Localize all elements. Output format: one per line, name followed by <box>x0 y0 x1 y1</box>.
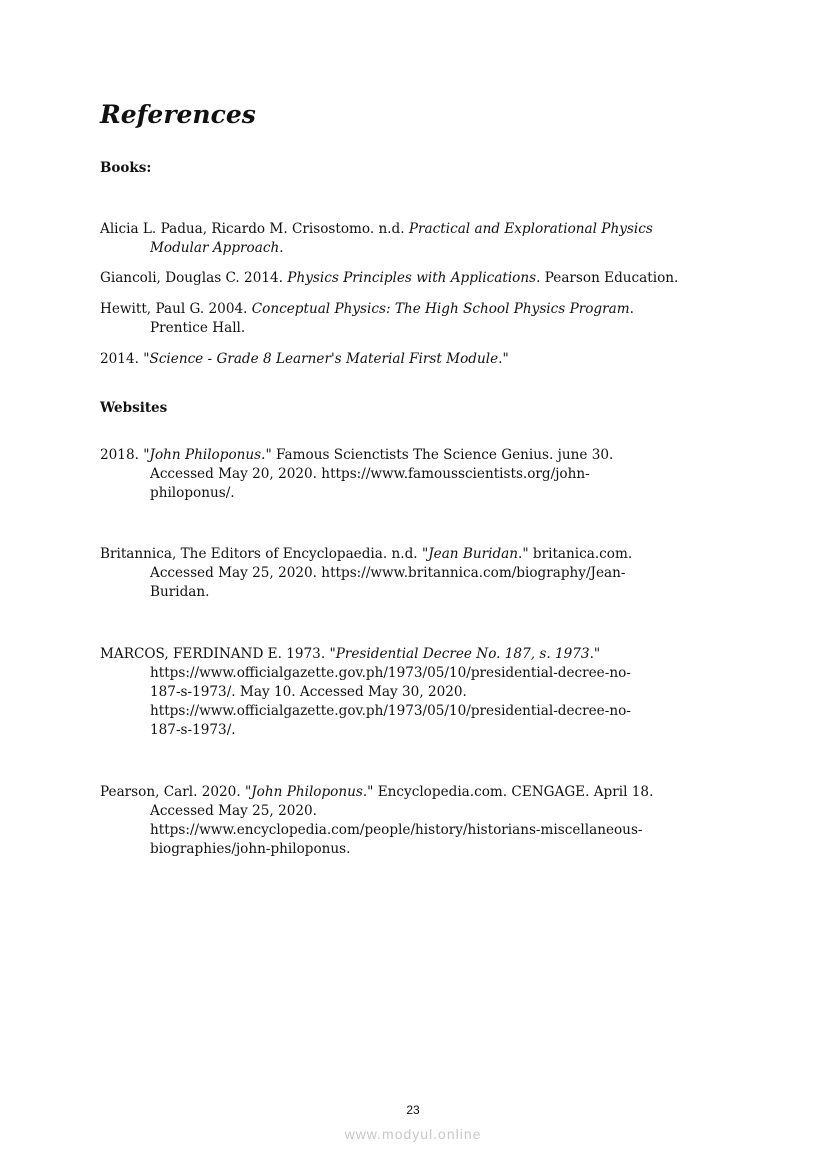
reference-line <box>100 269 678 288</box>
reference-line <box>100 300 634 319</box>
reference-text: ." <box>589 646 601 662</box>
reference-text: Accessed May 20, 2020. https://www.famousscientists.org/john- <box>150 466 590 482</box>
reference-text: Prentice Hall. <box>150 320 246 336</box>
reference-text: . Pearson Education. <box>536 270 679 286</box>
reference-title: Jean Buridan <box>428 546 519 562</box>
reference-line <box>150 821 643 840</box>
reference-text: Giancoli, Douglas C. 2014. <box>100 270 288 286</box>
books-heading: Books: <box>100 160 152 176</box>
reference-line <box>100 220 653 239</box>
reference-text: Buridan. <box>150 584 210 600</box>
reference-line <box>100 350 509 369</box>
reference-text: https://www.officialgazette.gov.ph/1973/05/10/presidential-decree-no- <box>150 703 631 719</box>
websites-heading: Websites <box>100 400 168 416</box>
reference-title: John Philoponus <box>251 784 363 800</box>
reference-text: Hewitt, Paul G. 2004. <box>100 301 252 317</box>
reference-line <box>150 583 209 602</box>
reference-line <box>150 721 236 740</box>
watermark: www.modyul.online <box>344 1126 482 1142</box>
reference-text: biographies/john-philoponus. <box>150 841 351 857</box>
reference-text: . <box>629 301 634 317</box>
reference-text: . <box>279 240 284 256</box>
reference-text: ." Encyclopedia.com. CENGAGE. April 18. <box>362 784 654 800</box>
reference-line <box>150 802 317 821</box>
reference-line <box>150 465 590 484</box>
reference-line <box>150 840 350 859</box>
reference-line <box>100 783 653 802</box>
reference-title: Conceptual Physics: The High School Physics Program <box>251 301 630 317</box>
reference-text: 2018. " <box>100 447 150 463</box>
reference-title: Physics Principles with Applications <box>287 270 537 286</box>
reference-line <box>150 484 235 503</box>
reference-text: https://www.officialgazette.gov.ph/1973/05/10/presidential-decree-no- <box>150 665 631 681</box>
reference-title: John Philoponus <box>149 447 262 463</box>
reference-line <box>150 564 626 583</box>
reference-line <box>150 319 245 338</box>
reference-text: 187-s-1973/. May 10. Accessed May 30, 2020. <box>150 684 467 700</box>
reference-text: Alicia L. Padua, Ricardo M. Crisostomo. n.d. <box>100 221 409 237</box>
reference-text: ." Famous Scienctists The Science Genius. june 30. <box>261 447 614 463</box>
reference-text: 187-s-1973/. <box>150 722 236 738</box>
reference-line <box>100 545 632 564</box>
reference-title: Modular Approach <box>150 240 280 256</box>
reference-title: Presidential Decree No. 187, s. 1973 <box>335 646 590 662</box>
reference-text: Pearson, Carl. 2020. " <box>100 784 252 800</box>
reference-text: MARCOS, FERDINAND E. 1973. " <box>100 646 336 662</box>
reference-title: Science - Grade 8 Learner's Material First Module <box>149 351 499 367</box>
reference-text: Britannica, The Editors of Encyclopaedia. n.d. " <box>100 546 429 562</box>
reference-line <box>150 683 467 702</box>
reference-line <box>150 702 631 721</box>
reference-line <box>100 645 600 664</box>
reference-text: Accessed May 25, 2020. <box>150 803 317 819</box>
reference-text: https://www.encyclopedia.com/people/history/historians-miscellaneous- <box>150 822 643 838</box>
reference-line <box>100 446 613 465</box>
reference-line <box>150 239 284 258</box>
reference-line <box>150 664 631 683</box>
reference-text: philoponus/. <box>150 485 235 501</box>
reference-title: Practical and Explorational Physics <box>408 221 653 237</box>
page-title: References <box>100 100 256 129</box>
reference-text: ." britanica.com. <box>518 546 633 562</box>
page-number: 23 <box>406 1103 420 1117</box>
reference-text: ." <box>498 351 509 367</box>
reference-text: Accessed May 25, 2020. https://www.britannica.com/biography/Jean- <box>150 565 626 581</box>
reference-text: 2014. " <box>100 351 150 367</box>
